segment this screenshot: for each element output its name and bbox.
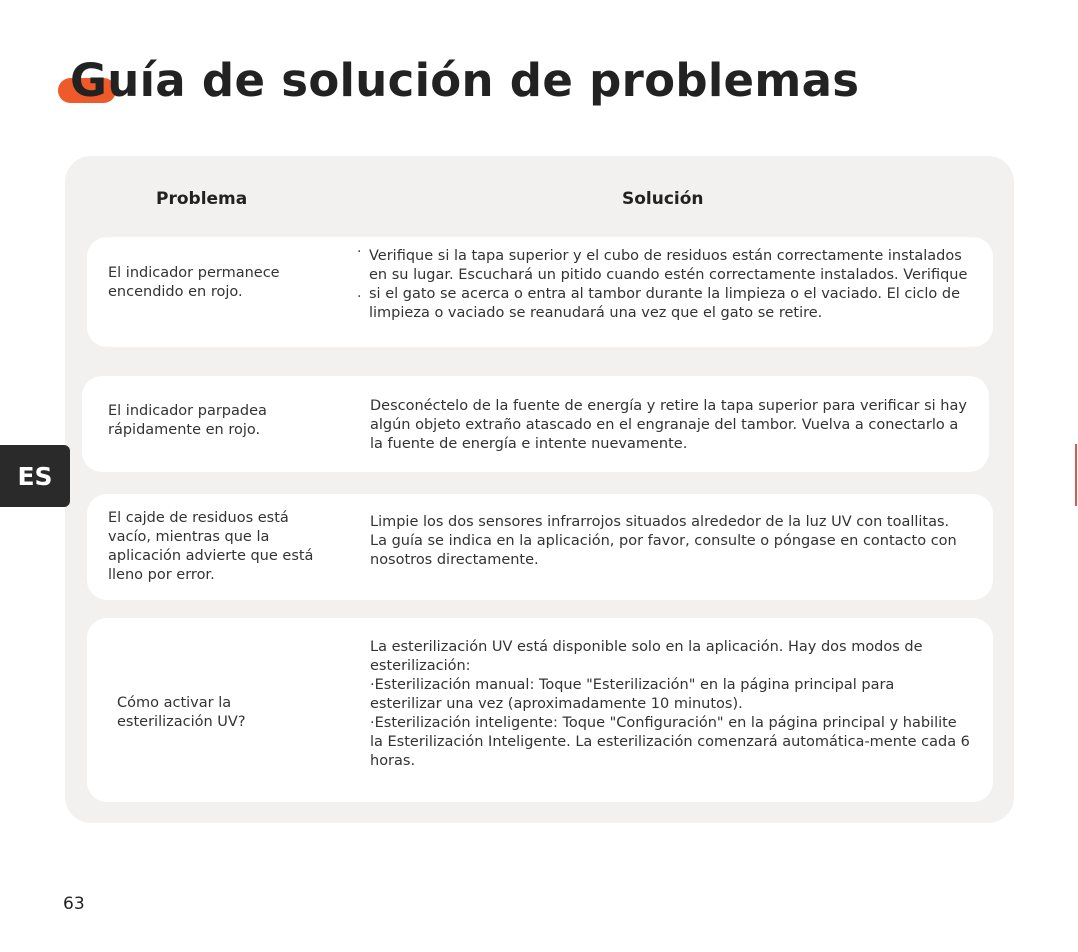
problem-cell: Cómo activar la esterilización UV? bbox=[117, 695, 246, 730]
bullet-dot: · bbox=[357, 289, 362, 305]
edge-marker-line bbox=[1075, 444, 1077, 506]
solution-cell: Limpie los dos sensores infrarrojos situados alrededor de la luz UV con toallitas. La guía se indica en la aplicación, por favor, consulte o póngase en contacto con nosotros directamente. bbox=[370, 514, 957, 568]
solution-cell: Verifique si la tapa superior y el cubo de residuos están correctamente instalados en su lugar. Escuchará un pitido cuando estén correctamente instalados. Verifique si el gato se acerca o entra al tambor durante la limpieza o el vaciado. El ciclo de limpieza o vaciado se reanudará una vez que el gato se retire. bbox=[369, 248, 968, 321]
bullet-dot: · bbox=[357, 244, 362, 260]
problem-cell: El cajde de residuos está vacío, mientras que la aplicación advierte que está lleno por error. bbox=[108, 510, 314, 583]
problem-cell: El indicador permanece encendido en rojo. bbox=[108, 265, 280, 300]
problem-cell: El indicador parpadea rápidamente en rojo. bbox=[108, 403, 267, 438]
column-header-solution: Solución bbox=[622, 189, 704, 209]
column-header-problem: Problema bbox=[156, 189, 248, 209]
solution-cell: Desconéctelo de la fuente de energía y retire la tapa superior para verificar si hay algún objeto extraño atascado en el engranaje del tambor. Vuelva a conectarlo a la fuente de energía e intente nuevamente. bbox=[370, 398, 967, 452]
page-title: Guía de solución de problemas bbox=[70, 54, 860, 107]
page-number: 63 bbox=[63, 894, 85, 914]
solution-cell: La esterilización UV está disponible solo en la aplicación. Hay dos modos de esterilización: ·Esterilización manual: Toque "Esterilización" en la página principal para esterilizar una vez (aproximadamente 10 minutos). ·Esterilización inteligente: Toque "Configuración" en la página principal y habilite la Esterilización Inteligente. La esterilización comenzará automática-mente cada 6 horas. bbox=[370, 639, 970, 769]
language-tab: ES bbox=[0, 445, 70, 507]
